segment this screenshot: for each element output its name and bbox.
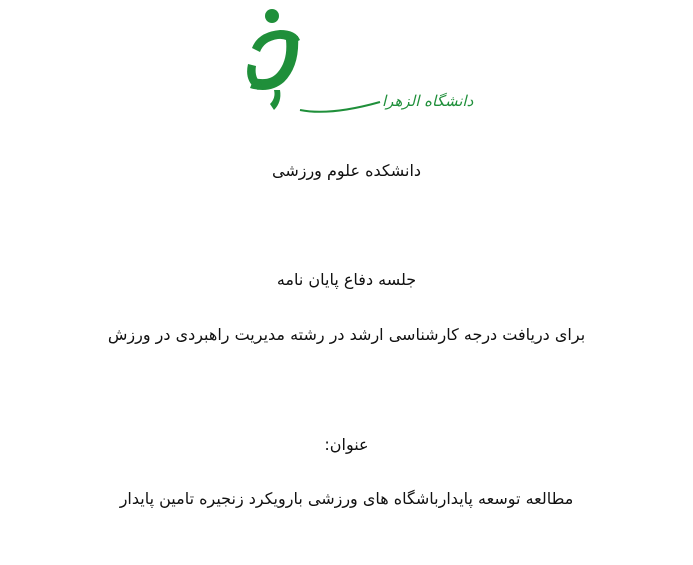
logo-wordmark: دانشگاه الزهرا [382, 92, 474, 110]
degree-line: برای دریافت درجه کارشناسی ارشد در رشته مدیریت راهبردی در ورزش [107, 325, 586, 344]
title-label: عنوان: [324, 435, 369, 454]
logo-flourish [300, 102, 380, 112]
logo-dot [265, 9, 279, 23]
logo-tail [270, 90, 280, 110]
session-title: جلسه دفاع پایان نامه [276, 270, 417, 289]
faculty-name: دانشکده علوم ورزشی [271, 161, 422, 180]
logo-lower-curl [247, 64, 262, 90]
thesis-title: مطالعه توسعه پایدارباشگاه های ورزشی بارویکرد زنجیره تامین پایدار [119, 489, 574, 508]
university-logo-mark [240, 6, 474, 124]
university-logo [240, 6, 474, 124]
